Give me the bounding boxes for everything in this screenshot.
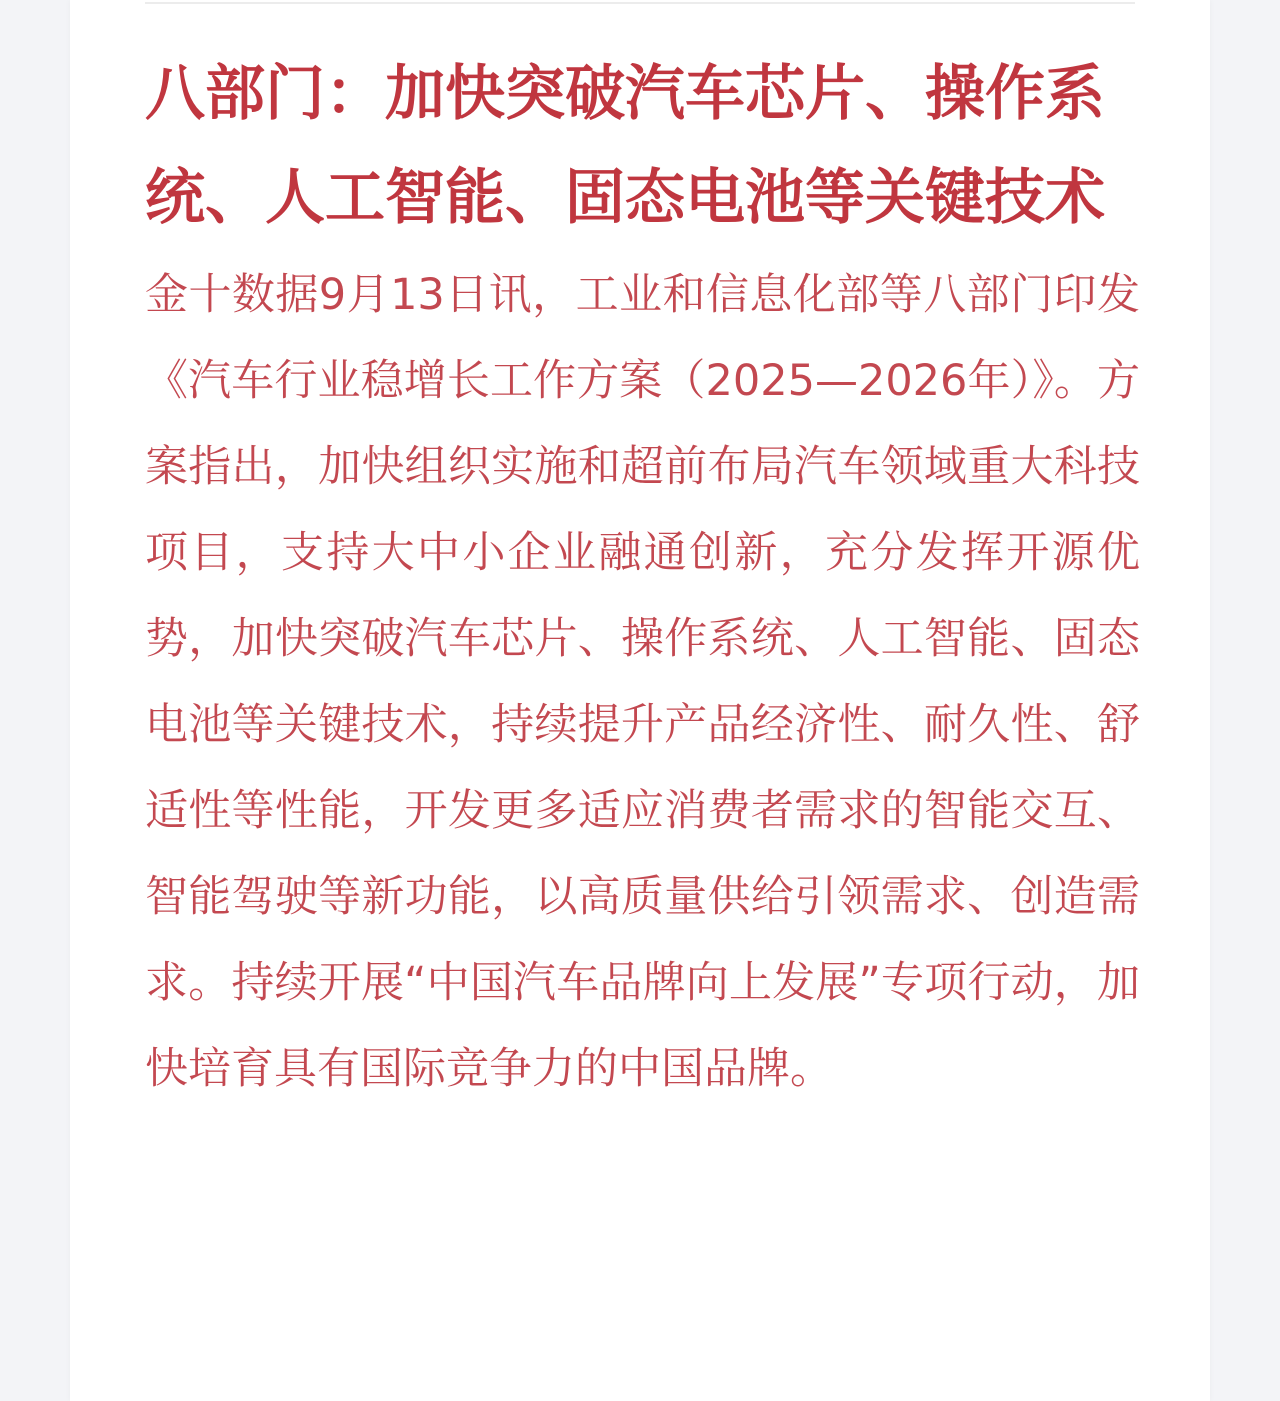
article-headline: 八部门：加快突破汽车芯片、操作系统、人工智能、固态电池等关键技术 [145,59,1105,233]
top-divider [145,2,1135,4]
article-card [70,0,1210,1401]
article-body: 金十数据9月13日讯，工业和信息化部等八部门印发《汽车行业稳增长工作方案（2025—2026年）》。方案指出，加快组织实施和超前布局汽车领域重大科技项目，支持大中小企业融通创新，充分发挥开源优势，加快突破汽车芯片、操作系统、人工智能、固态电池等关键技术，持续提升产品经济性、耐久性、舒适性等性能，开发更多适应消费者需求的智能交互、智能驾驶等新功能，以高质量供给引领需求、创造需求。持续开展“中国汽车品牌向上发展”专项行动，加快培育具有国际竞争力的中国品牌。 [145,270,1140,1094]
article [145,42,1140,1112]
